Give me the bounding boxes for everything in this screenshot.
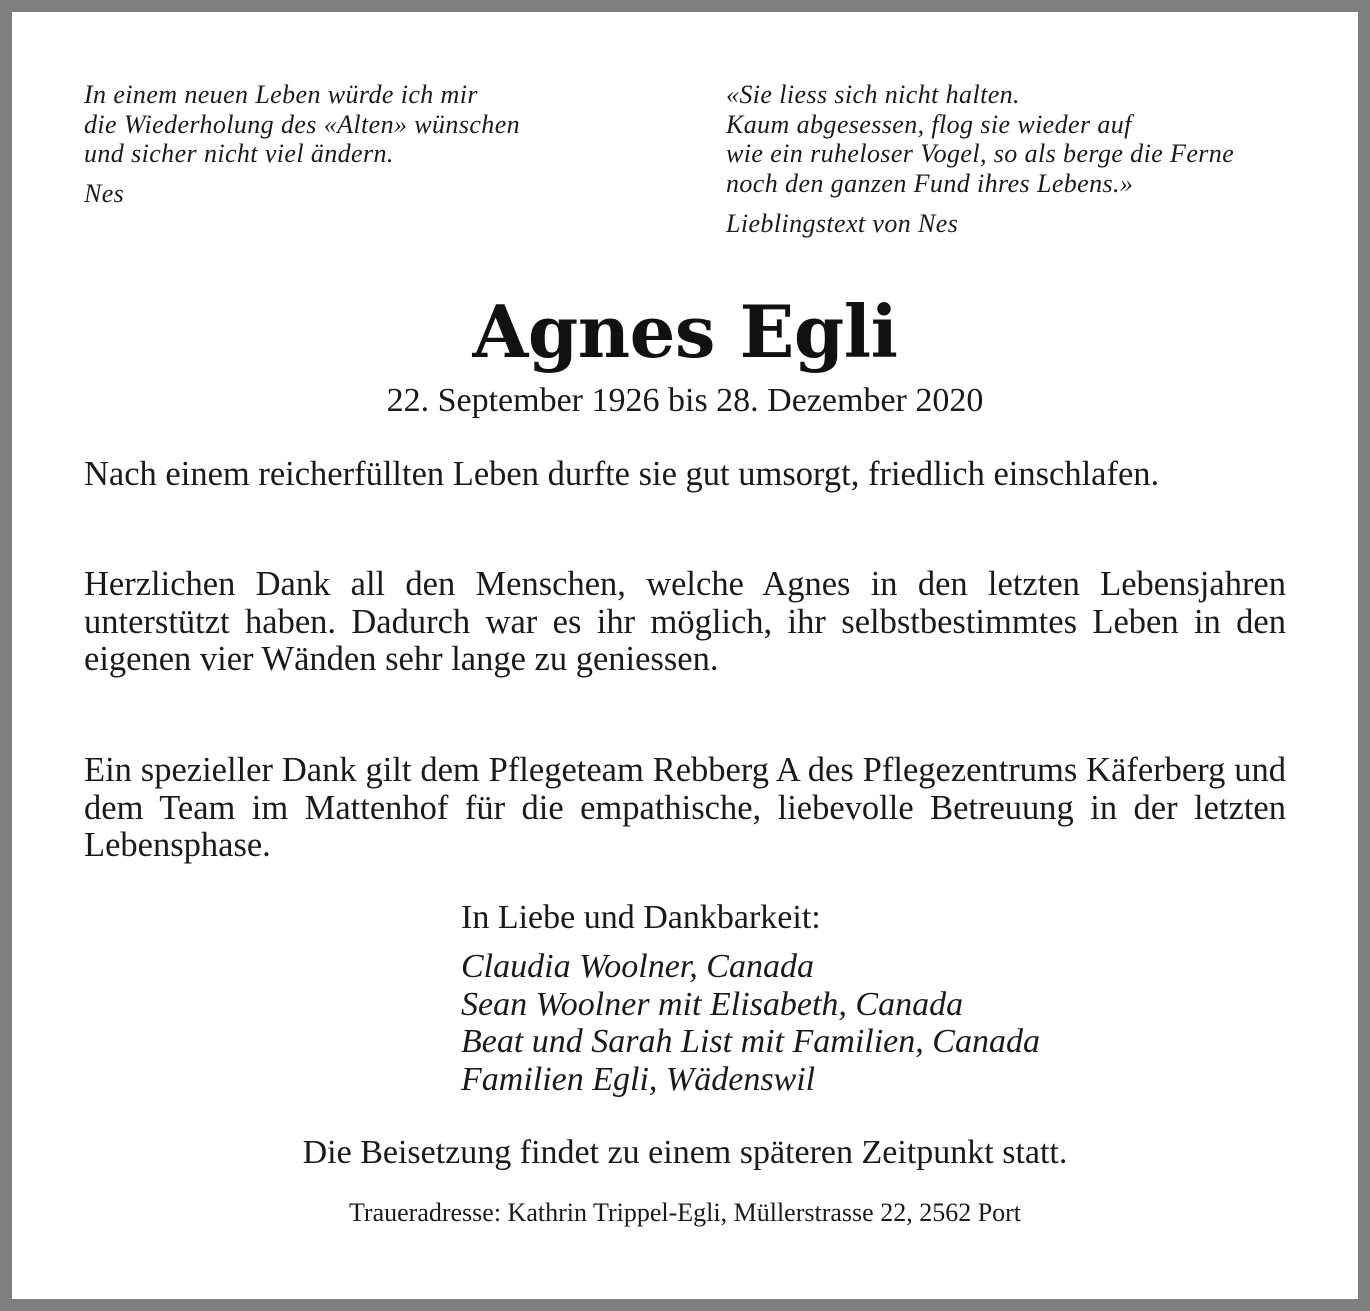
signers-list [461,948,1040,1098]
right-quote-attribution: Lieblingstext von Nes [726,209,959,238]
left-quote [84,80,520,169]
right-quote-line: wie ein ruheloser Vogel, so als berge die Ferne [726,139,1235,168]
deceased-name: Agnes Egli [472,289,898,374]
left-quote-line: In einem neuen Leben würde ich mir [84,80,478,109]
right-quote-line: noch den ganzen Fund ihres Lebens.» [726,168,1134,198]
left-quote-line: und sicher nicht viel ändern. [84,139,394,168]
right-quote [726,80,1234,198]
right-quote-line: «Sie liess sich nicht halten. [726,80,1020,109]
left-quote-line: die Wiederholung des «Alten» wünschen [84,109,521,139]
signer: Beat und Sarah List mit Familien, Canada [461,1023,1040,1060]
signer: Sean Woolner mit Elisabeth, Canada [461,985,964,1023]
life-dates: 22. September 1926 bis 28. Dezember 2020 [386,382,984,419]
mourning-address: Traueradresse: Kathrin Trippel-Egli, Müllerstrasse 22, 2562 Port [348,1198,1022,1227]
body-paragraph: Nach einem reicherfüllten Leben durfte sie gut umsorgt, friedlich einschlafen. [84,455,1160,493]
burial-note: Die Beisetzung findet zu einem späteren Zeitpunkt statt. [302,1134,1068,1171]
body-paragraph: Ein spezieller Dank gilt dem Pflegeteam Rebberg A des Pflegezentrums Käferberg und dem Team im Mattenhof für die empathische, liebevolle Betreuung in der letzten Lebensphase. [84,751,1286,864]
right-quote-line: Kaum abgesessen, flog sie wieder auf [726,109,1132,139]
closing-line: In Liebe und Dankbarkeit: [461,899,821,936]
signer: Familien Egli, Wädenswil [461,1060,816,1098]
signer: Claudia Woolner, Canada [461,948,814,985]
left-quote-attribution: Nes [84,179,125,208]
body-paragraph: Herzlichen Dank all den Menschen, welche Agnes in den letzten Lebensjahren unterstützt haben. Dadurch war es ihr möglich, ihr selbstbestimmtes Leben in den eigenen vier Wänden sehr lange zu geniessen. [84,565,1286,678]
